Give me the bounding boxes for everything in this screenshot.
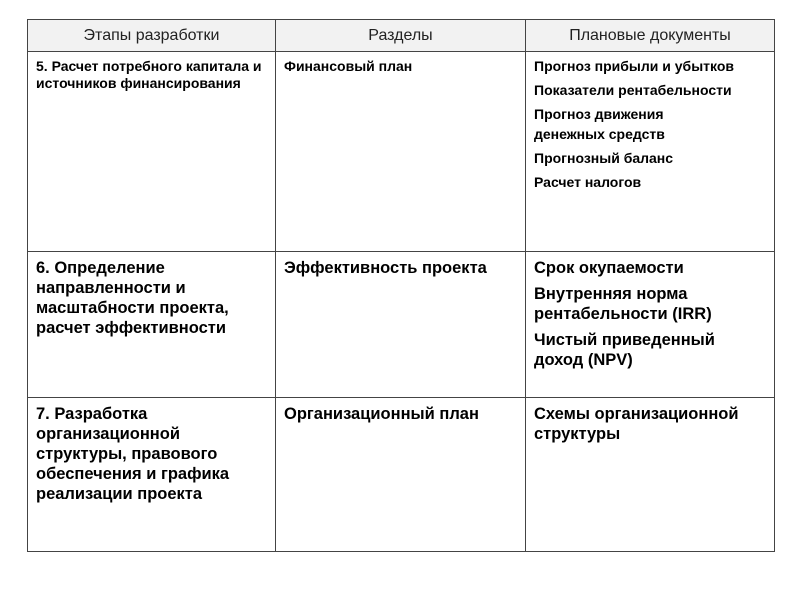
- header-sections: Разделы: [276, 20, 526, 52]
- table-row: [28, 252, 775, 398]
- document-item: Внутренняя норма рентабельности (IRR): [534, 285, 712, 323]
- document-item: денежных средств: [534, 126, 665, 142]
- table-header-row: [28, 20, 775, 52]
- document-item: Показатели рентабельности: [534, 82, 732, 98]
- stage-cell: 5. Расчет потребного капитала и источников финансирования: [28, 52, 276, 252]
- documents-cell: [526, 398, 775, 552]
- document-item: Схемы организационной структуры: [534, 405, 739, 443]
- document-item: Прогноз прибыли и убытков: [534, 58, 734, 74]
- section-cell: Организационный план: [276, 398, 526, 552]
- section-cell: Финансовый план: [276, 52, 526, 252]
- header-documents: Плановые документы: [526, 20, 775, 52]
- document-item: Чистый приведенный доход (NPV): [534, 331, 715, 369]
- document-item: Прогноз движения: [534, 106, 664, 122]
- document-item: Прогнозный баланс: [534, 150, 674, 166]
- documents-cell: [526, 52, 775, 252]
- stage-cell: 6. Определение направленности и масштабности проекта, расчет эффективности: [28, 252, 276, 398]
- section-cell: Эффективность проекта: [276, 252, 526, 398]
- header-stages: Этапы разработки: [28, 20, 276, 52]
- table-row: [28, 398, 775, 552]
- document-item: Срок окупаемости: [534, 259, 684, 277]
- document-item: Расчет налогов: [534, 174, 642, 190]
- table-row: [28, 52, 775, 252]
- planning-table: [27, 19, 775, 552]
- stage-cell: 7. Разработка организационной структуры, правового обеспечения и графика реализации проекта: [28, 398, 276, 552]
- documents-cell: [526, 252, 775, 398]
